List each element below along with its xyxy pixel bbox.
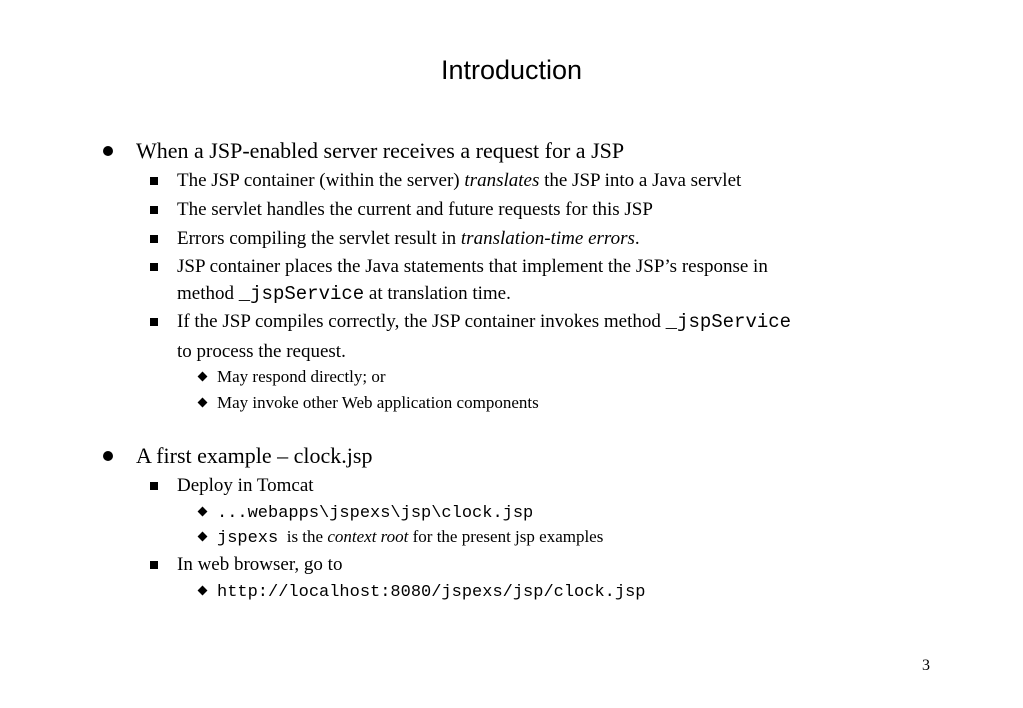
list-item-continuation: to process the request.: [177, 341, 346, 362]
disc-bullet-icon: [103, 451, 113, 461]
square-bullet-icon: [150, 177, 158, 185]
square-bullet-icon: [150, 561, 158, 569]
slide-title: Introduction: [440, 55, 583, 85]
code-text: ...webapps\jspexs\jsp\clock.jsp: [217, 504, 534, 523]
sub-list-item: [217, 503, 533, 522]
diamond-bullet-icon: [198, 586, 208, 596]
list-item: If the JSP compiles correctly, the JSP container invokes method _jspService: [177, 311, 792, 333]
diamond-bullet-icon: [198, 398, 208, 408]
list-item: The servlet handles the current and future requests for this JSP: [177, 199, 653, 220]
url-text: http://localhost:8080/jspexs/jsp/clock.jsp: [217, 583, 646, 602]
square-bullet-icon: [150, 235, 158, 243]
code-text: _jspService: [238, 283, 365, 305]
diamond-bullet-icon: [198, 532, 208, 542]
list-item: The JSP container (within the server) translates the JSP into a Java servlet: [177, 170, 742, 191]
diamond-bullet-icon: [198, 372, 208, 382]
square-bullet-icon: [150, 318, 158, 326]
sub-list-item: May respond directly; or: [217, 367, 386, 386]
square-bullet-icon: [150, 206, 158, 214]
disc-bullet-icon: [103, 146, 113, 156]
sub-list-item: May invoke other Web application components: [217, 393, 539, 412]
sub-list-item: jspexs is the context root for the present jsp examples: [217, 527, 604, 548]
sub-list-item: [217, 582, 645, 601]
section-heading: A first example – clock.jsp: [136, 443, 373, 468]
diamond-bullet-icon: [198, 507, 208, 517]
list-item: JSP container places the Java statements that implement the JSP’s response in: [177, 256, 768, 277]
square-bullet-icon: [150, 482, 158, 490]
list-item-continuation: method _jspService at translation time.: [177, 283, 511, 305]
list-item: In web browser, go to: [177, 554, 343, 575]
square-bullet-icon: [150, 263, 158, 271]
code-text: _jspService: [665, 311, 792, 333]
section-heading: When a JSP-enabled server receives a request for a JSP: [136, 138, 625, 163]
list-item: Deploy in Tomcat: [177, 475, 314, 496]
code-text: jspexs: [217, 529, 279, 548]
list-item: Errors compiling the servlet result in translation-time errors.: [177, 228, 640, 249]
page-number: 3: [922, 657, 930, 674]
